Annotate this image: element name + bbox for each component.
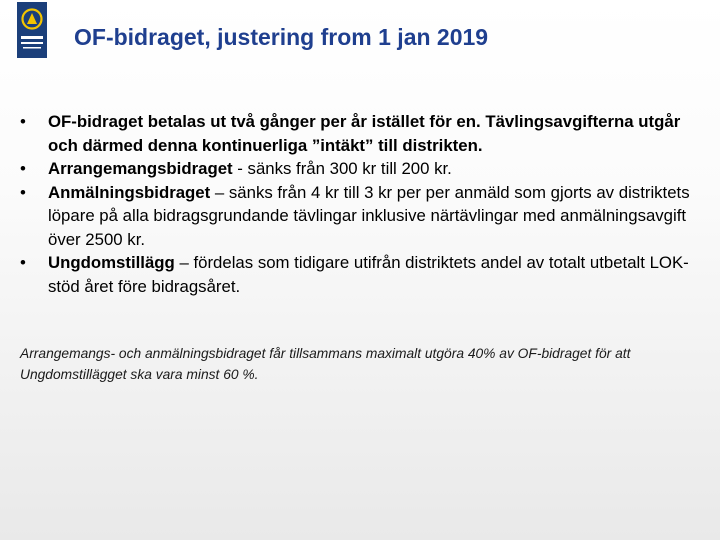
bullet-term: Arrangemangsbidraget (48, 159, 233, 178)
footnote: Arrangemangs- och anmälningsbidraget får tillsammans maximalt utgöra 40% av OF-bidraget för att Ungdomstillägget ska vara minst 60 %. (20, 346, 631, 382)
bullet-item (20, 251, 700, 298)
bullet-term: Anmälningsbidraget (48, 182, 211, 202)
bullet-text: - sänks från 300 kr till 200 kr. (232, 159, 452, 178)
bullet-text: OF-bidraget betalas ut två gånger per år istället för en. Tävlingsavgifterna utgår och därmed denna kontinuerliga ”intäkt” till distrikten. (48, 112, 681, 155)
bullet-term: Ungdomstillägg (48, 253, 175, 272)
bullet-dot: • (20, 159, 26, 178)
bullet-dot: • (20, 253, 26, 272)
bullet-text: – fördelas som tidigare utifrån distriktets andel av totalt utbetalt LOK-stöd året före bidragsåret. (48, 253, 689, 296)
svenska-orientering-logo-icon (17, 2, 47, 58)
bullet-item (20, 181, 700, 252)
bullet-dot: • (20, 182, 26, 202)
bullet-list (20, 110, 700, 298)
bullet-text: – sänks från 4 kr till 3 kr per per anmäld som gjorts av distriktets löpare på alla bidragsgrundande tävlingar inklusive närtävlingar med anmälningsavgift över 2500 kr. (48, 182, 690, 249)
bullet-item (20, 110, 700, 157)
bullet-dot: • (20, 112, 26, 131)
page-title: OF-bidraget, justering from 1 jan 2019 (74, 24, 489, 50)
bullet-item (20, 157, 700, 181)
